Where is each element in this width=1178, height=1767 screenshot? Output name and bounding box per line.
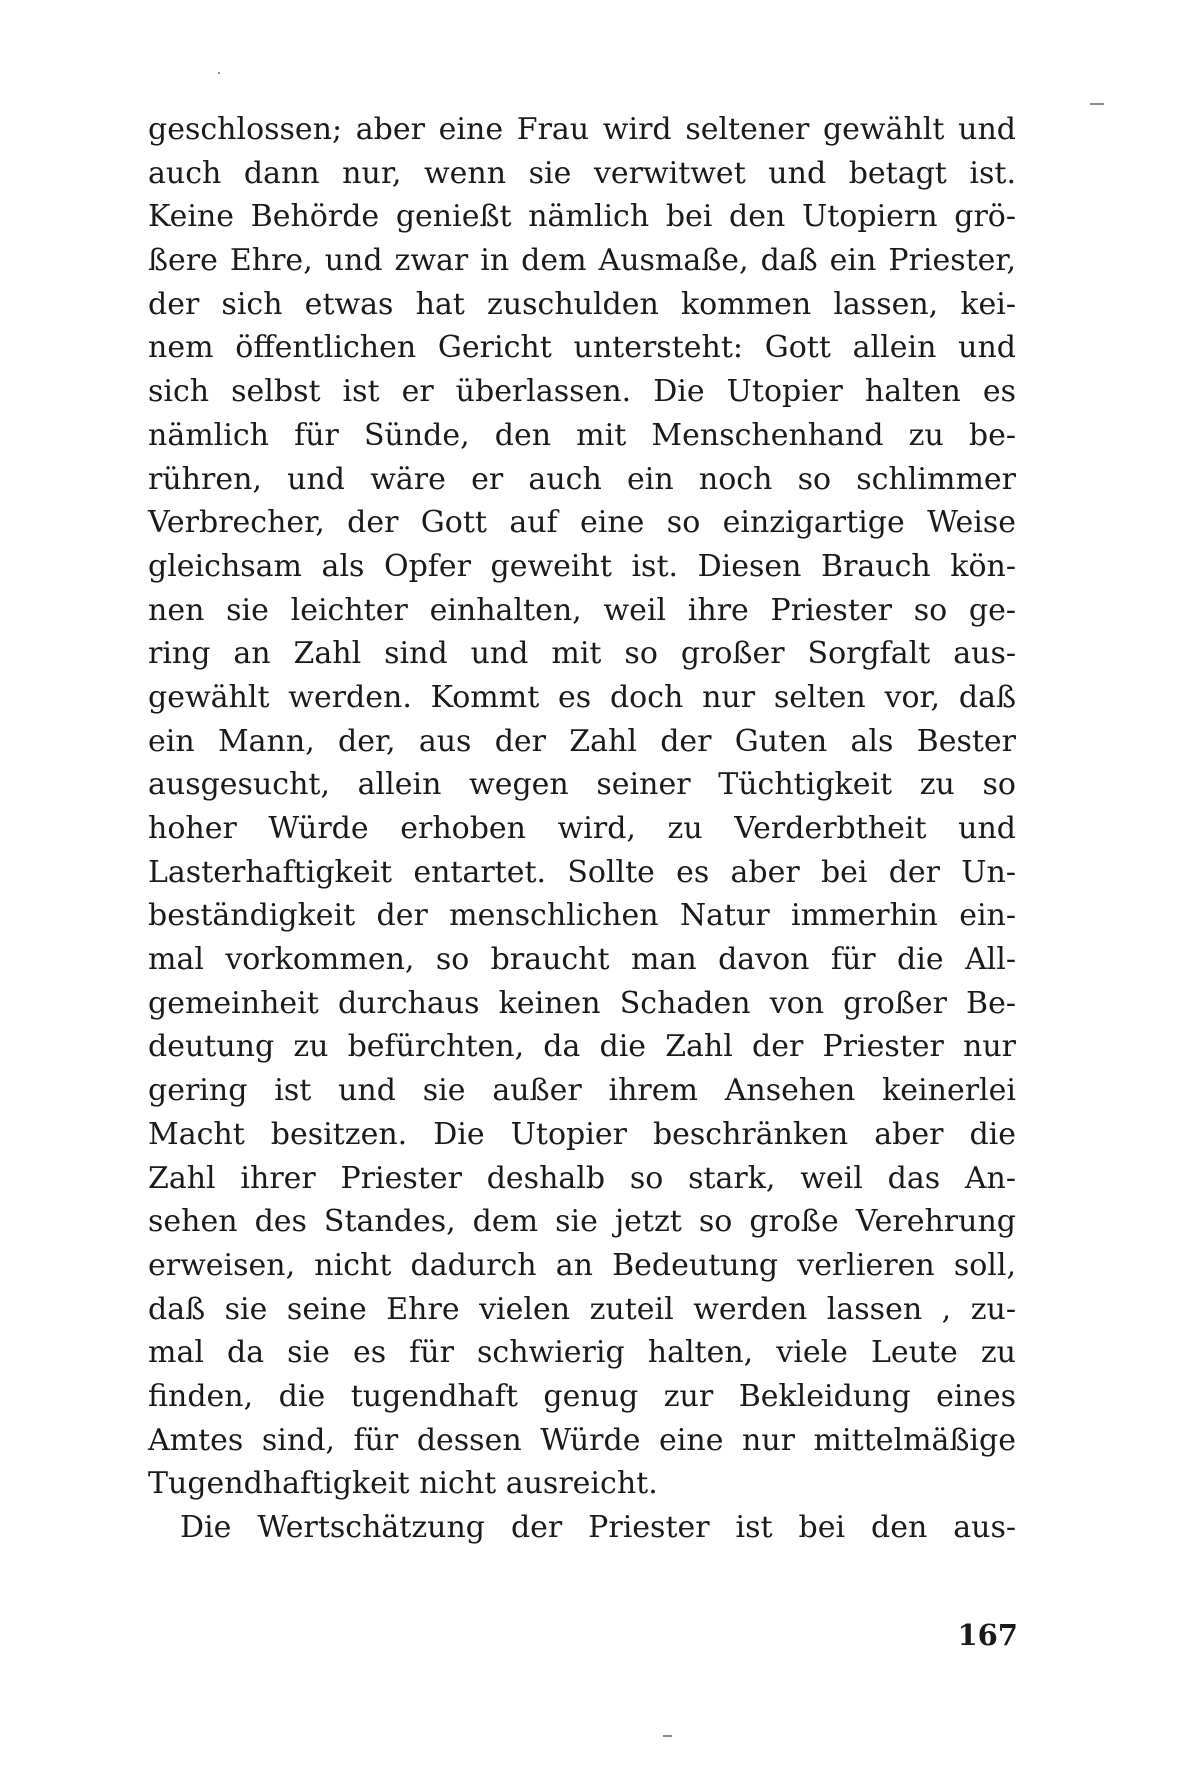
text-line: ring an Zahl sind und mit so großer Sorgfalt aus- — [148, 636, 1016, 672]
text-line: finden, die tugendhaft genug zur Bekleidung eines — [148, 1378, 1016, 1414]
text-line: gewählt werden. Kommt es doch nur selten vor, daß — [148, 679, 1016, 715]
text-line: gleichsam als Opfer geweiht ist. Diesen Brauch kön- — [148, 548, 1016, 584]
text-line: rühren, und wäre er auch ein noch so schlimmer — [148, 461, 1016, 497]
body-text — [148, 108, 1016, 1550]
text-line: Verbrecher, der Gott auf eine so einzigartige Weise — [148, 505, 1016, 541]
text-line: ausgesucht, allein wegen seiner Tüchtigkeit zu so — [148, 767, 1016, 803]
scan-speck — [218, 72, 220, 74]
text-line: auch dann nur, wenn sie verwitwet und betagt ist. — [148, 155, 1016, 191]
text-line: Keine Behörde genießt nämlich bei den Utopiern grö- — [148, 199, 1016, 235]
text-line: ßere Ehre, und zwar in dem Ausmaße, daß ein Priester, — [148, 243, 1016, 279]
text-line: nem öffentlichen Gericht untersteht: Gott allein und — [148, 330, 1016, 366]
text-line: Lasterhaftigkeit entartet. Sollte es aber bei der Un- — [148, 854, 1016, 890]
scan-speck — [663, 1735, 672, 1737]
text-line: sich selbst ist er überlassen. Die Utopier halten es — [148, 374, 1016, 410]
text-line: mal vorkommen, so braucht man davon für die All- — [148, 942, 1016, 978]
text-line: mal da sie es für schwierig halten, viele Leute zu — [148, 1335, 1016, 1371]
text-line: erweisen, nicht dadurch an Bedeutung verlieren soll, — [148, 1247, 1016, 1283]
text-line: beständigkeit der menschlichen Natur immerhin ein- — [148, 898, 1016, 934]
text-line: geschlossen; aber eine Frau wird seltener gewählt und — [148, 112, 1016, 147]
text-line: sehen des Standes, dem sie jetzt so große Verehrung — [148, 1204, 1016, 1240]
text-line: deutung zu befürchten, da die Zahl der Priester nur — [148, 1029, 1016, 1065]
text-line-paragraph-end: Tugendhaftigkeit nicht ausreicht. — [148, 1466, 658, 1502]
text-line: nen sie leichter einhalten, weil ihre Priester so ge- — [148, 592, 1016, 628]
text-line: gering ist und sie außer ihrem Ansehen keinerlei — [148, 1073, 1016, 1109]
text-line: daß sie seine Ehre vielen zuteil werden lassen , zu- — [148, 1291, 1016, 1327]
text-line: der sich etwas hat zuschulden kommen lassen, kei- — [148, 286, 1016, 322]
text-line: gemeinheit durchaus keinen Schaden von großer Be- — [148, 985, 1016, 1021]
text-line: Macht besitzen. Die Utopier beschränken aber die — [148, 1116, 1016, 1152]
text-line: ein Mann, der, aus der Zahl der Guten als Bester — [148, 723, 1016, 759]
scan-speck — [1090, 103, 1104, 105]
text-line: nämlich für Sünde, den mit Menschenhand zu be- — [148, 417, 1016, 453]
text-line: Amtes sind, für dessen Würde eine nur mittelmäßige — [148, 1422, 1016, 1458]
text-line-paragraph-start: Die Wertschätzung der Priester ist bei den aus- — [180, 1510, 1016, 1545]
page-number: 167 — [957, 1618, 1018, 1652]
text-line: hoher Würde erhoben wird, zu Verderbtheit und — [148, 811, 1016, 846]
text-line: Zahl ihrer Priester deshalb so stark, weil das An- — [148, 1160, 1016, 1196]
